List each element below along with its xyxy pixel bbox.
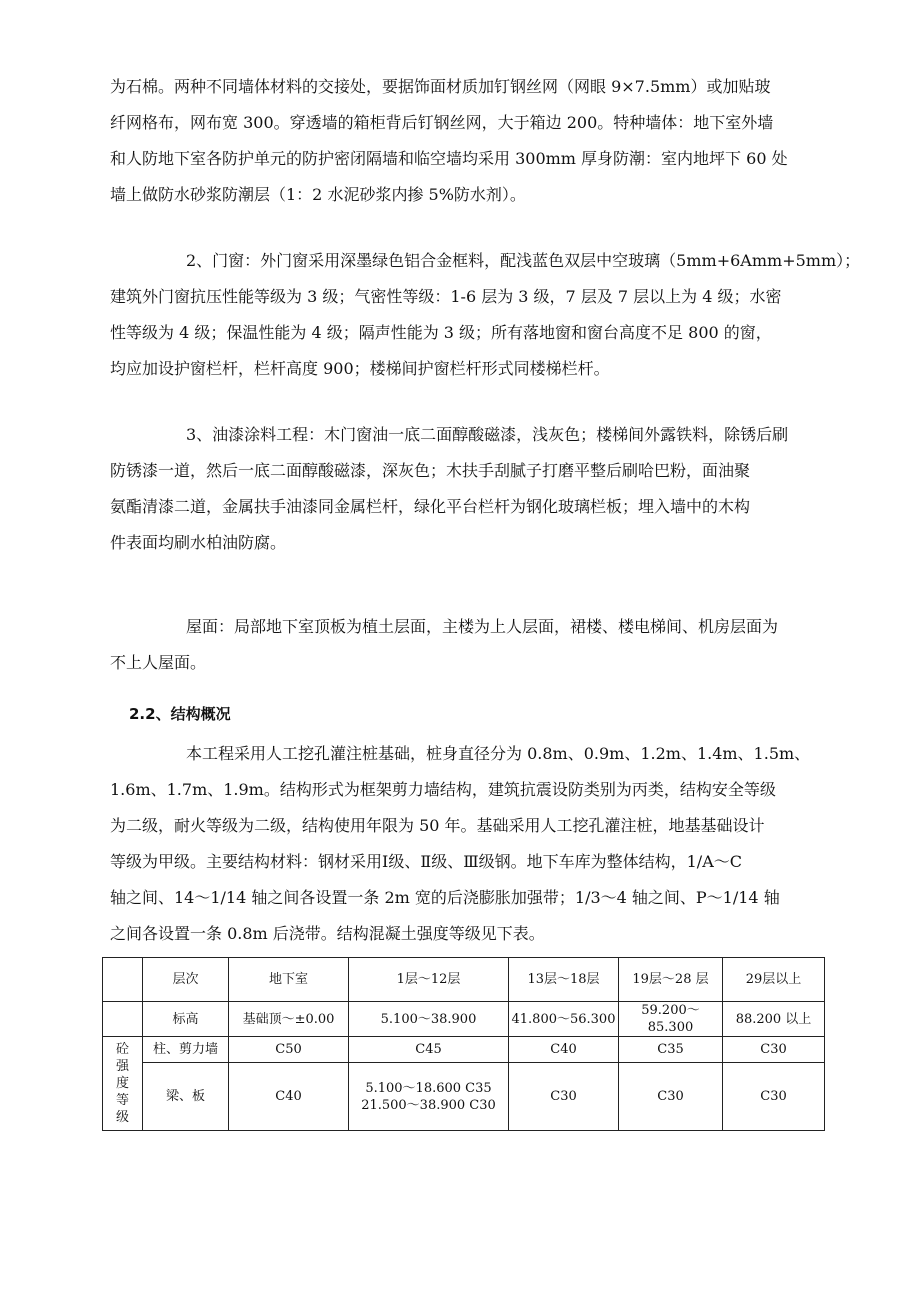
table-header-cell: 层次 (143, 958, 229, 1002)
table-cell: C35 (619, 1037, 723, 1063)
group-label-char: 度 (115, 1076, 129, 1091)
text-line: 氨酯清漆二道，金属扶手油漆同金属栏杆，绿化平台栏杆为钢化玻璃栏板；埋入墙中的木构 (110, 497, 751, 516)
text-line: 本工程采用人工挖孔灌注桩基础，桩身直径分为 0.8m、0.9m、1.2m、1.4m、1.5m、 (186, 744, 811, 763)
text-line: 2、门窗：外门窗采用深墨绿色铝合金框料，配浅蓝色双层中空玻璃（5mm+6Amm+5mm）； (186, 251, 861, 270)
text-line: 不上人屋面。 (110, 653, 207, 672)
table-cell: 88.200 以上 (723, 1002, 825, 1037)
text-line: 防锈漆一道，然后一底二面醇酸磁漆，深灰色；木扶手刮腻子打磨平整后刷哈巴粉，面油聚 (110, 461, 751, 480)
text-line: 1.6m、1.7m、1.9m。结构形式为框架剪力墙结构，建筑抗震设防类别为丙类，结构安全等级 (110, 780, 776, 799)
paragraph-doors-windows (110, 243, 861, 387)
text-line: 件表面均刷水柏油防腐。 (110, 533, 287, 552)
table-header-cell: 13层～18层 (509, 958, 619, 1002)
table-cell: C40 (229, 1063, 349, 1131)
table-cell: C30 (619, 1063, 723, 1131)
table-cell: 41.800～56.300 (509, 1002, 619, 1037)
paragraph-structure (110, 736, 822, 952)
text-line: 屋面：局部地下室顶板为植土层面，主楼为上人层面，裙楼、楼电梯间、机房层面为 (186, 617, 779, 636)
table-row-beams (103, 1063, 825, 1131)
text-line: 性等级为 4 级；保温性能为 4 级；隔声性能为 3 级；所有落地窗和窗台高度不足 800 的窗， (110, 323, 772, 342)
text-line: 墙上做防水砂浆防潮层（1：2 水泥砂浆内掺 5%防水剂）。 (110, 185, 526, 204)
table-cell: 标高 (143, 1002, 229, 1037)
text-line: 为二级，耐火等级为二级，结构使用年限为 50 年。基础采用人工挖孔灌注桩，地基基础设计 (110, 816, 765, 835)
table-cell: 59.200～85.300 (619, 1002, 723, 1037)
group-label-char: 砼 (115, 1042, 129, 1057)
table-cell: C30 (509, 1063, 619, 1131)
table-empty-cell (103, 1002, 143, 1037)
table-cell: C40 (509, 1037, 619, 1063)
table-cell: 5.100～38.900 (349, 1002, 509, 1037)
paragraph-wall-materials (110, 69, 822, 213)
section-heading: 2.2、结构概况 (129, 705, 231, 723)
table-group-label (103, 1037, 143, 1131)
text-line: 和人防地下室各防护单元的防护密闭隔墙和临空墙均采用 300mm 厚身防潮：室内地坪下 60 处 (110, 149, 788, 168)
text-line: 均应加设护窗栏杆，栏杆高度 900；楼梯间护窗栏杆形式同楼梯栏杆。 (110, 359, 610, 378)
text-line: 轴之间、14～1/14 轴之间各设置一条 2m 宽的后浇膨胀加强带；1/3～4 轴之间、P～1/14 轴 (110, 888, 780, 907)
text-line: 等级为甲级。主要结构材料：钢材采用Ⅰ级、Ⅱ级、Ⅲ级钢。地下车库为整体结构，1/A～C (110, 852, 742, 871)
text-line: 建筑外门窗抗压性能等级为 3 级；气密性等级：1-6 层为 3 级，7 层及 7 层以上为 4 级；水密 (110, 287, 782, 306)
table-cell: C30 (723, 1037, 825, 1063)
text-line: 之间各设置一条 0.8m 后浇带。结构混凝土强度等级见下表。 (110, 924, 545, 943)
text-line: 纤网格布，网布宽 300。穿透墙的箱柜背后钉钢丝网，大于箱边 200。特种墙体：地下室外墙 (110, 113, 774, 132)
table-header-cell: 1层～12层 (349, 958, 509, 1002)
group-label-char: 级 (115, 1110, 129, 1125)
table-header-cell: 地下室 (229, 958, 349, 1002)
table-cell: C45 (349, 1037, 509, 1063)
table-cell-multiline (349, 1063, 509, 1131)
concrete-grade-table (102, 957, 825, 1131)
text-line: 3、油漆涂料工程：木门窗油一底二面醇酸磁漆，浅灰色；楼梯间外露铁料，除锈后刷 (186, 425, 789, 444)
table-cell: 柱、剪力墙 (143, 1037, 229, 1063)
text-line: 为石棉。两种不同墙体材料的交接处，要据饰面材质加钉钢丝网（网眼 9×7.5mm）或加贴玻 (110, 77, 771, 96)
text-line: 21.500～38.900 C30 (361, 1097, 496, 1113)
table-header-cell: 19层～28 层 (619, 958, 723, 1002)
group-label-char: 强 (115, 1059, 129, 1074)
table-row-columns (103, 1037, 825, 1063)
table-cell: C50 (229, 1037, 349, 1063)
group-label-char: 等 (115, 1093, 129, 1108)
table-row-elevation (103, 1002, 825, 1037)
table-cell: C30 (723, 1063, 825, 1131)
paragraph-paint-coating (110, 417, 822, 561)
table-cell: 基础顶～±0.00 (229, 1002, 349, 1037)
table-corner-cell (103, 958, 143, 1002)
paragraph-roof (110, 609, 822, 681)
table-header-cell: 29层以上 (723, 958, 825, 1002)
text-line: 5.100～18.600 C35 (365, 1080, 492, 1096)
table-cell: 梁、板 (143, 1063, 229, 1131)
table-row-header (103, 958, 825, 1002)
